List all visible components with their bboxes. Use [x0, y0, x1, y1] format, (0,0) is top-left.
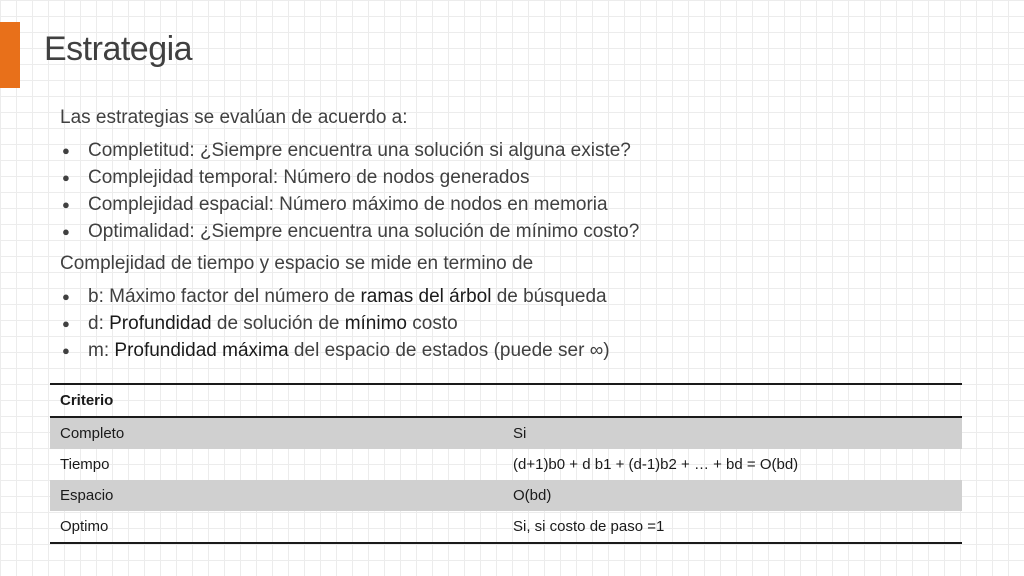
- table-header-row: [50, 384, 962, 417]
- value-cell: Si, si costo de paso =1: [503, 511, 962, 543]
- bullet-icon: ●: [62, 316, 70, 331]
- list-item-d: ● d: Profundidad de solución de mínimo costo: [60, 310, 980, 337]
- list-item-m: ● m: Profundidad máxima del espacio de estados (puede ser ∞): [60, 337, 980, 364]
- title-accent-bar: [0, 22, 20, 88]
- table-row: [50, 511, 962, 543]
- parameter-list: [60, 283, 980, 364]
- bullet-icon: ●: [62, 170, 70, 185]
- criterion-cell: Optimo: [50, 511, 503, 543]
- bullet-icon: ●: [62, 289, 70, 304]
- list-item: ● Optimalidad: ¿Siempre encuentra una solución de mínimo costo?: [60, 218, 980, 245]
- criterion-cell: Tiempo: [60, 456, 110, 473]
- bullet-icon: ●: [62, 197, 70, 212]
- intro-text: Las estrategias se evalúan de acuerdo a:: [60, 107, 408, 128]
- list-item: ● Complejidad temporal: Número de nodos generados: [60, 164, 980, 191]
- table-row: [50, 480, 962, 511]
- criteria-list: [60, 137, 980, 245]
- complexity-intro-text: Complejidad de tiempo y espacio se mide en termino de: [60, 253, 534, 274]
- slide-body: [60, 104, 980, 364]
- value-cell: (d+1)b0 + d b1 + (d-1)b2 + … + bd = O(bd): [513, 456, 799, 473]
- criterion-cell: Completo: [50, 417, 503, 449]
- list-item: ● Complejidad espacial: Número máximo de nodos en memoria: [60, 191, 980, 218]
- table-row: [50, 417, 962, 449]
- bullet-icon: ●: [62, 343, 70, 358]
- table-header-criterio: Criterio: [50, 384, 962, 417]
- table-row: [50, 449, 962, 480]
- bullet-icon: ●: [62, 224, 70, 239]
- value-cell: O(bd): [503, 480, 962, 511]
- list-item-b: ● b: Máximo factor del número de ramas del árbol de búsqueda: [60, 283, 980, 310]
- value-cell: Si: [503, 417, 962, 449]
- criterion-cell: Espacio: [50, 480, 503, 511]
- list-item: ● Completitud: ¿Siempre encuentra una solución si alguna existe?: [60, 137, 980, 164]
- criteria-table: [50, 383, 962, 544]
- bullet-icon: ●: [62, 143, 70, 158]
- slide-title: Estrategia: [44, 30, 193, 68]
